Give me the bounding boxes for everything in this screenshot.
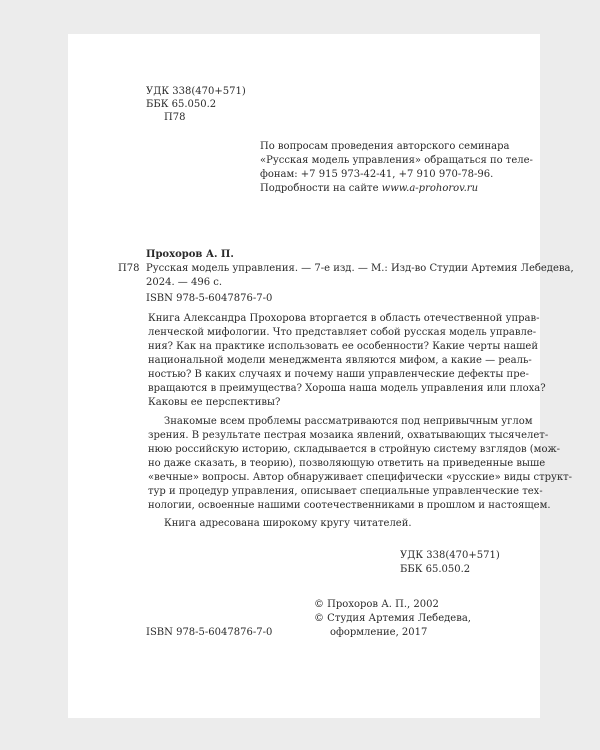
contact-site-prefix: Подробности на сайте	[260, 183, 382, 194]
contact-line-4	[260, 183, 478, 195]
annotation-line: нологии, освоенные нашими соотечественниками в прошлом и настоящем.	[148, 500, 551, 511]
annotation-line: ленческой мифологии. Что представляет собой русская модель управле-	[148, 327, 537, 338]
copyright-line-1: © Прохоров А. П., 2002	[314, 599, 439, 610]
bbk-code: ББК 65.050.2	[146, 99, 217, 110]
isbn-footer: ISBN 978-5-6047876-7-0	[146, 627, 273, 638]
udk-code-footer: УДК 338(470+571)	[400, 550, 500, 561]
annotation-line: вращаются в преимущества? Хороша наша модель управления или плоха?	[148, 383, 546, 394]
annotation-line: нюю российскую историю, складывается в стройную систему взглядов (мож-	[148, 444, 561, 455]
contact-line-3: фонам: +7 915 973-42-41, +7 910 970-78-96.	[260, 169, 494, 180]
annotation-line: тур и процедур управления, описывает специальные управленческие тех-	[148, 486, 543, 497]
annotation-line: Книга Александра Прохорова вторгается в область отечественной управ-	[148, 313, 540, 324]
copyright-line-3: оформление, 2017	[330, 627, 428, 638]
copyright-line-2: © Студия Артемия Лебедева,	[314, 613, 471, 624]
book-page	[68, 34, 574, 718]
annotation-audience: Книга адресована широкому кругу читателей.	[164, 518, 412, 529]
website-link[interactable]: www.a-prohorov.ru	[381, 183, 479, 194]
author-mark: П78	[164, 112, 186, 123]
annotation-line: зрения. В результате пестрая мозаика явлений, охватывающих тысячелет-	[148, 430, 549, 441]
contact-line-1: По вопросам проведения авторского семинара	[260, 141, 510, 152]
annotation-line: «вечные» вопросы. Автор обнаруживает специфически «русские» виды структ-	[148, 472, 573, 483]
annotation-line: Знакомые всем проблемы рассматриваются под непривычным углом	[164, 416, 533, 427]
bib-line-1: Русская модель управления. — 7-е изд. — М.: Изд-во Студии Артемия Лебедева,	[146, 263, 574, 274]
annotation-line: ния? Как на практике использовать ее особенности? Какие черты нашей	[148, 341, 539, 352]
author-heading: Прохоров А. П.	[146, 249, 234, 260]
annotation-line: но даже сказать, в теорию), позволяющую ответить на приведенные выше	[148, 458, 546, 469]
bib-isbn: ISBN 978-5-6047876-7-0	[146, 293, 273, 304]
contact-line-2: «Русская модель управления» обращаться по теле-	[260, 155, 533, 166]
annotation-line: ностью? В каких случаях и почему наши управленческие дефекты пре-	[148, 369, 529, 380]
annotation-line: национальной модели менеджмента являются мифом, а какие — реаль-	[148, 355, 532, 366]
annotation-line: Каковы ее перспективы?	[148, 397, 281, 408]
bib-author-mark: П78	[118, 263, 140, 274]
udk-code: УДК 338(470+571)	[146, 86, 246, 97]
bbk-code-footer: ББК 65.050.2	[400, 564, 471, 575]
bib-line-2: 2024. — 496 с.	[146, 277, 223, 288]
